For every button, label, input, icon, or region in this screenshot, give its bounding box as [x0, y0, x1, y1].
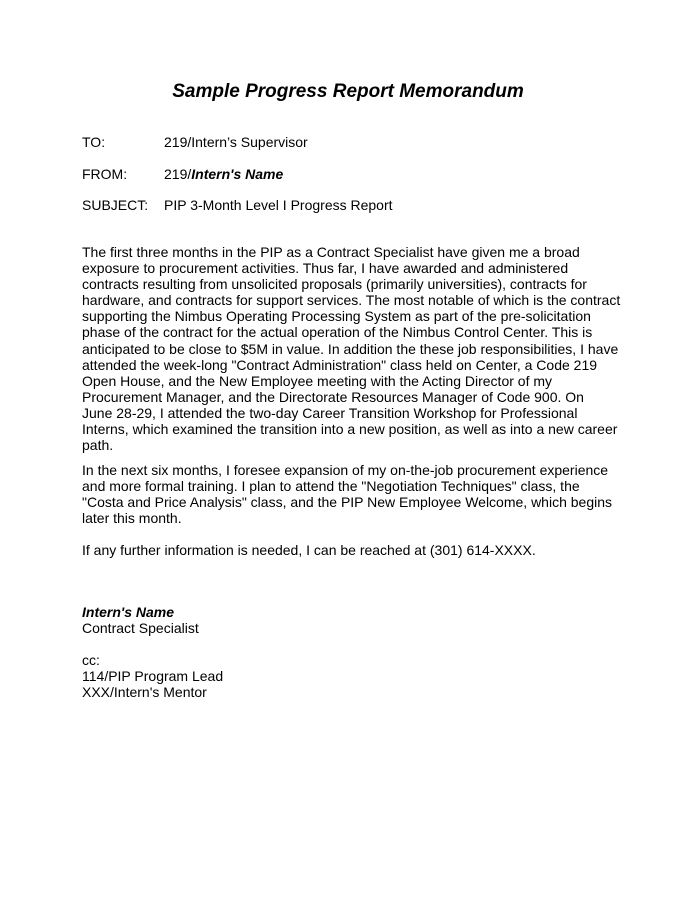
body-paragraph-1: [82, 244, 622, 453]
paragraph-line: Open House, and the New Employee meeting with the Acting Director of my: [82, 372, 553, 389]
paragraph-line: anticipated to be close to $5M in value. In addition the these job responsibilities, I have: [82, 340, 619, 357]
paragraph-line: contracts resulting from unsolicited proposals (primarily universities), contracts for: [82, 276, 587, 293]
signature-block: [82, 604, 199, 636]
paragraph-line: later this month.: [82, 510, 182, 527]
paragraph-line: path.: [82, 437, 114, 454]
paragraph-line: hardware, and contracts for support services. The most notable of which is the contract: [82, 292, 621, 309]
to-value: 219/Intern’s Supervisor: [164, 134, 308, 150]
from-value: [164, 165, 283, 183]
body-paragraph-3: [82, 542, 622, 558]
cc-label: cc:: [82, 652, 100, 668]
cc-recipient: 114/PIP Program Lead: [82, 668, 224, 684]
paragraph-line: In the next six months, I foresee expansion of my on-the-job procurement experience: [82, 462, 609, 478]
memo-title: Sample Progress Report Memorandum: [172, 81, 524, 102]
paragraph-line: Interns, which examined the transition into a new position, as well as into a new career: [82, 421, 618, 438]
from-name: Intern's Name: [191, 166, 284, 182]
subject-value: PIP 3-Month Level I Progress Report: [164, 197, 393, 213]
paragraph-line: "Costa and Price Analysis" class, and the PIP New Employee Welcome, which begins: [82, 494, 613, 511]
subject-label: SUBJECT:: [82, 197, 149, 213]
paragraph-line: phase of the contract for the actual operation of the Nimbus Control Center. This is: [82, 324, 593, 341]
paragraph-line: Procurement Manager, and the Directorate Resources Manager of Code 900. On: [82, 388, 584, 405]
signature-title: Contract Specialist: [82, 620, 199, 636]
to-label: TO:: [82, 134, 106, 150]
from-prefix: 219/: [164, 166, 192, 182]
cc-block: [82, 652, 223, 700]
paragraph-line: and more formal training. I plan to attend the "Negotiation Techniques" class, the: [82, 478, 580, 495]
signature-name: Intern's Name: [82, 604, 175, 620]
paragraph-line: exposure to procurement activities. Thus far, I have awarded and administered: [82, 260, 569, 277]
paragraph-line: If any further information is needed, I can be reached at (301) 614-XXXX.: [82, 542, 536, 558]
cc-recipient: XXX/Intern's Mentor: [82, 684, 207, 700]
body-paragraph-2: [82, 462, 622, 526]
paragraph-line: June 28-29, I attended the two-day Career Transition Workshop for Professional: [82, 404, 578, 421]
paragraph-line: The first three months in the PIP as a Contract Specialist have given me a broad: [82, 244, 580, 260]
paragraph-line: supporting the Nimbus Operating Processing System as part of the pre-solicitation: [82, 308, 591, 325]
from-label: FROM:: [82, 166, 128, 182]
paragraph-line: attended the week-long "Contract Administration" class held on Center, a Code 219: [82, 356, 598, 373]
